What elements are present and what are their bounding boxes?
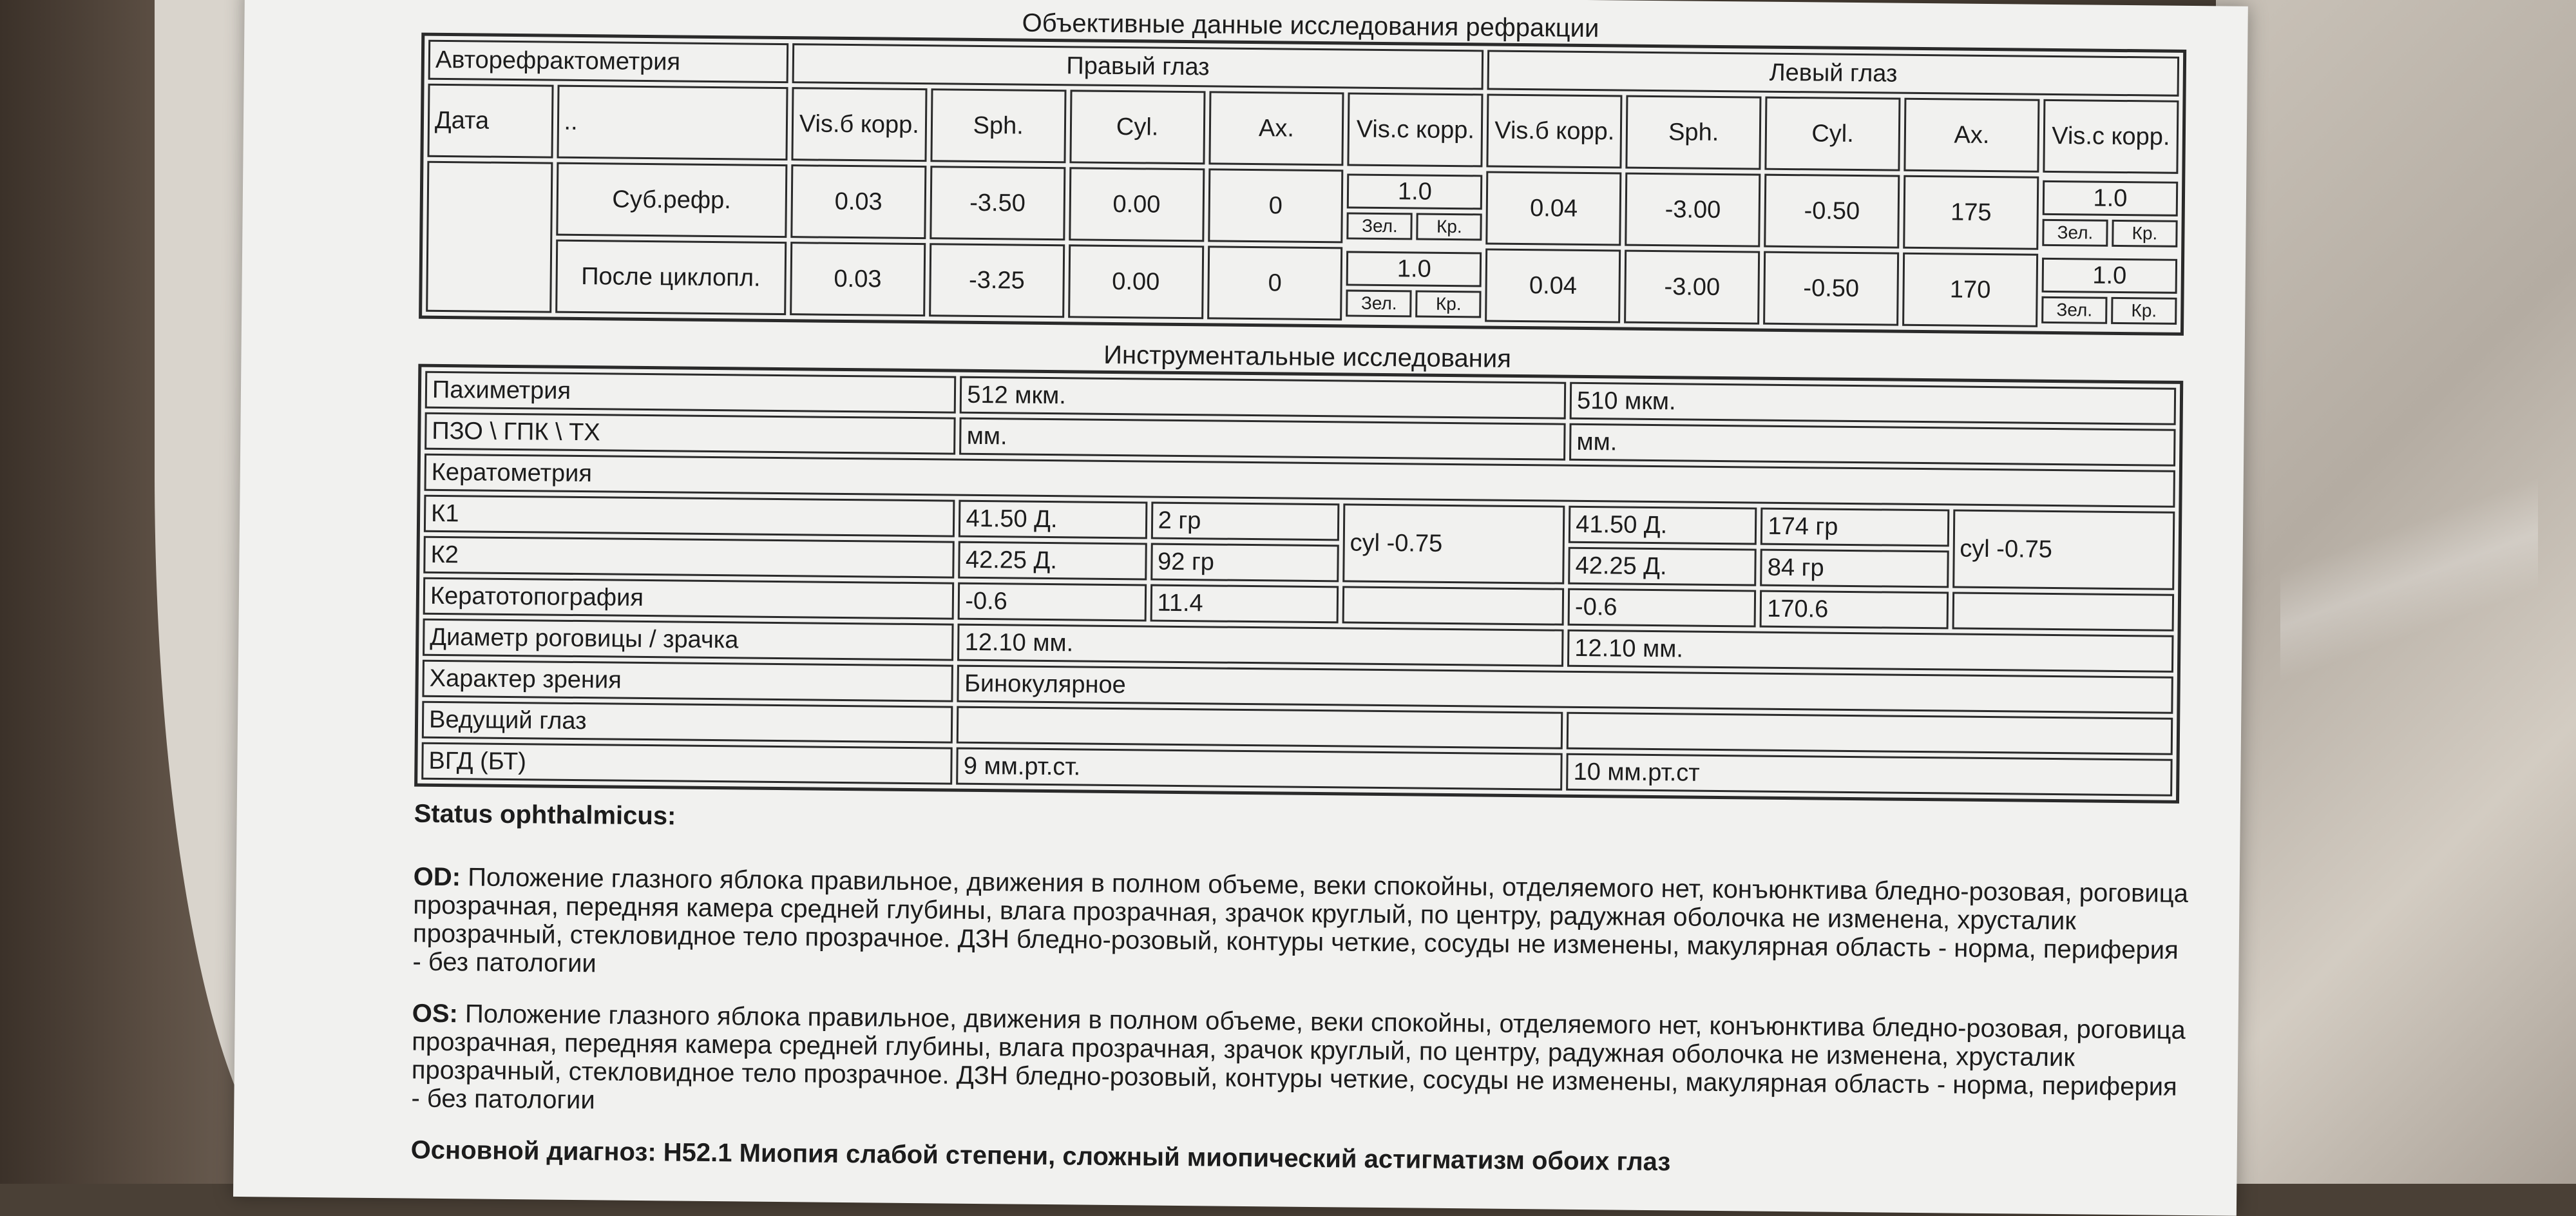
leading-eye-right	[957, 706, 1563, 749]
left-col-cyl: Cyl.	[1765, 97, 1901, 171]
r1-left-vis-c: 1.0	[2042, 258, 2178, 294]
status-section	[410, 800, 2191, 1181]
pzo-left: мм.	[1569, 423, 2175, 467]
refraction-table	[419, 33, 2186, 336]
keratotopo-left-value: -0.6	[1568, 588, 1757, 628]
r0-right-ax: 0	[1208, 168, 1344, 243]
left-col-vis-b: Vis.б корр.	[1487, 94, 1623, 169]
r0-left-cyl: -0.50	[1764, 174, 1900, 249]
pzo-label: ПЗО \ ГПК \ ТХ	[425, 412, 956, 455]
diameter-label: Диаметр роговицы / зрачка	[423, 619, 954, 661]
left-col-sph: Sph.	[1626, 95, 1762, 170]
r1-left-vis-b: 0.04	[1485, 249, 1621, 323]
r0-left-green-button[interactable]: Зел.	[2042, 219, 2108, 247]
keratotopo-right-value: -0.6	[958, 583, 1147, 622]
r1-right-vis-c-cell	[1346, 247, 1482, 322]
r1-right-cyl: 0.00	[1068, 244, 1204, 319]
r1-right-red-button[interactable]: Кр.	[1416, 290, 1482, 318]
date-empty-cell	[426, 161, 553, 313]
r0-right-vis-c-cell	[1347, 169, 1483, 244]
r0-right-green-button[interactable]: Зел.	[1347, 212, 1413, 240]
r0-left-red-button[interactable]: Кр.	[2112, 220, 2177, 247]
r0-left-vis-b: 0.04	[1486, 171, 1622, 246]
r0-left-sph: -3.00	[1625, 173, 1761, 247]
autorefr-label: Авторефрактометрия	[428, 40, 788, 83]
date-value: ..	[557, 85, 788, 160]
keratometry-label: Кератометрия	[425, 454, 2175, 508]
r0-right-vis-b: 0.03	[790, 164, 926, 239]
leading-eye-label: Ведущий глаз	[422, 701, 953, 744]
pachymetry-left: 510 мкм.	[1570, 382, 2176, 425]
vision-value: Бинокулярное	[957, 665, 2173, 714]
r1-right-vis-b: 0.03	[790, 242, 926, 316]
k1-right-value: 41.50 Д.	[959, 500, 1147, 539]
k1-left-degree: 174 гр	[1760, 508, 1949, 547]
r1-right-green-button[interactable]: Зел.	[1346, 289, 1412, 317]
keratotopo-right-degree: 11.4	[1150, 584, 1339, 624]
r0-left-vis-c-cell	[2042, 177, 2178, 251]
k1-right-degree: 2 гр	[1150, 502, 1339, 541]
cyl-right: cyl -0.75	[1342, 503, 1565, 584]
keratotopo-label: Кератотопография	[423, 577, 955, 620]
r1-left-vis-c-cell	[2041, 254, 2177, 329]
document-content	[410, 2, 2199, 1181]
k2-right-value: 42.25 Д.	[959, 541, 1147, 581]
k1-label: К1	[424, 495, 955, 537]
k1-left-value: 41.50 Д.	[1569, 506, 1757, 545]
cyl-left: cyl -0.75	[1952, 509, 2175, 590]
status-heading: Status ophthalmicus:	[414, 799, 676, 831]
os-paragraph	[411, 999, 2190, 1130]
iop-label: ВГД (БТ)	[421, 742, 953, 785]
r0-right-cyl: 0.00	[1069, 167, 1205, 242]
leading-eye-left	[1567, 712, 2173, 755]
pachymetry-right: 512 мкм.	[960, 376, 1566, 420]
refraction-title: Объективные данные исследования рефракции	[1022, 8, 1599, 43]
row-label-subrefr: Суб.рефр.	[556, 162, 787, 238]
vision-label: Характер зрения	[422, 660, 953, 702]
od-label: OD:	[413, 862, 461, 892]
r1-right-vis-c: 1.0	[1346, 251, 1482, 287]
right-col-vis-c: Vis.c корр.	[1348, 92, 1484, 167]
od-text: Положение глазного яблока правильное, движения в полном объеме, веки спокойны, отделяемого нет, конъюнктива бледно-розовая, роговица прозрачная, передняя камера средней глубины, влага прозрачная, зрачок круглый, по центру, радужная оболочка не изменена, хрусталик прозрачный, стекловидное тело прозрачное. ДЗН бледно-розовый, контуры четкие, сосуды не изменены, макулярная область - норма, периферия - без патологии	[412, 863, 2189, 978]
os-label: OS:	[412, 999, 459, 1028]
left-eye-header: Левый глаз	[1487, 50, 2179, 97]
r1-left-sph: -3.00	[1624, 250, 1760, 325]
r1-right-ax: 0	[1207, 246, 1343, 320]
iop-right: 9 мм.рт.ст.	[957, 748, 1563, 791]
left-col-ax: Ax.	[1903, 98, 2039, 173]
r1-right-sph: -3.25	[929, 243, 1065, 318]
k2-right-degree: 92 гр	[1150, 543, 1339, 583]
right-col-vis-b: Vis.б корр.	[791, 87, 927, 162]
r1-left-red-button[interactable]: Кр.	[2111, 297, 2177, 325]
date-label: Дата	[427, 84, 553, 159]
r0-left-vis-c: 1.0	[2043, 180, 2179, 217]
r0-right-sph: -3.50	[930, 166, 1065, 240]
k2-left-degree: 84 гр	[1760, 549, 1949, 588]
right-eye-header: Правый глаз	[792, 43, 1484, 90]
iop-left: 10 мм.рт.ст	[1566, 753, 2172, 796]
r1-left-cyl: -0.50	[1763, 251, 1899, 326]
keratotopo-left-degree: 170.6	[1760, 590, 1949, 630]
left-col-vis-c: Vis.c корр.	[2043, 99, 2179, 174]
r0-right-red-button[interactable]: Кр.	[1417, 213, 1482, 240]
r0-left-ax: 175	[1903, 175, 2039, 250]
r1-left-ax: 170	[1902, 253, 2038, 327]
k2-left-value: 42.25 Д.	[1568, 547, 1757, 586]
document-page	[233, 0, 2248, 1216]
pachymetry-label: Пахиметрия	[425, 371, 957, 414]
keratotopo-left-empty	[1952, 592, 2174, 631]
row-label-cyclo: После циклопл.	[555, 240, 787, 315]
right-col-ax: Ax.	[1208, 91, 1344, 166]
os-text: Положение глазного яблока правильное, движения в полном объеме, веки спокойны, отделяемого нет, конъюнктива бледно-розовая, роговица прозрачная, передняя камера средней глубины, влага прозрачная, зрачок круглый, по центру, радужная оболочка не изменена, хрусталик прозрачный, стекловидное тело прозрачное. ДЗН бледно-розовый, контуры четкие, сосуды не изменены, макулярная область - норма, периферия - без патологии	[411, 999, 2186, 1115]
right-col-sph: Sph.	[930, 88, 1066, 163]
keratotopo-right-empty	[1342, 586, 1564, 625]
diagnosis: Основной диагноз: H52.1 Миопия слабой степени, сложный миопический астигматизм обоих глаз	[410, 1135, 1671, 1177]
r0-right-vis-c: 1.0	[1347, 173, 1482, 209]
instrumental-table	[414, 364, 2183, 804]
diameter-left: 12.10 мм.	[1567, 630, 2173, 673]
pzo-right: мм.	[960, 418, 1566, 461]
r1-left-green-button[interactable]: Зел.	[2041, 296, 2107, 324]
od-paragraph	[412, 863, 2191, 993]
right-col-cyl: Cyl.	[1069, 90, 1205, 164]
background-marble-vein	[2280, 64, 2538, 1095]
diameter-right: 12.10 мм.	[957, 624, 1563, 667]
instrumental-title: Инструментальные исследования	[1103, 340, 1512, 373]
k2-label: К2	[423, 536, 955, 579]
